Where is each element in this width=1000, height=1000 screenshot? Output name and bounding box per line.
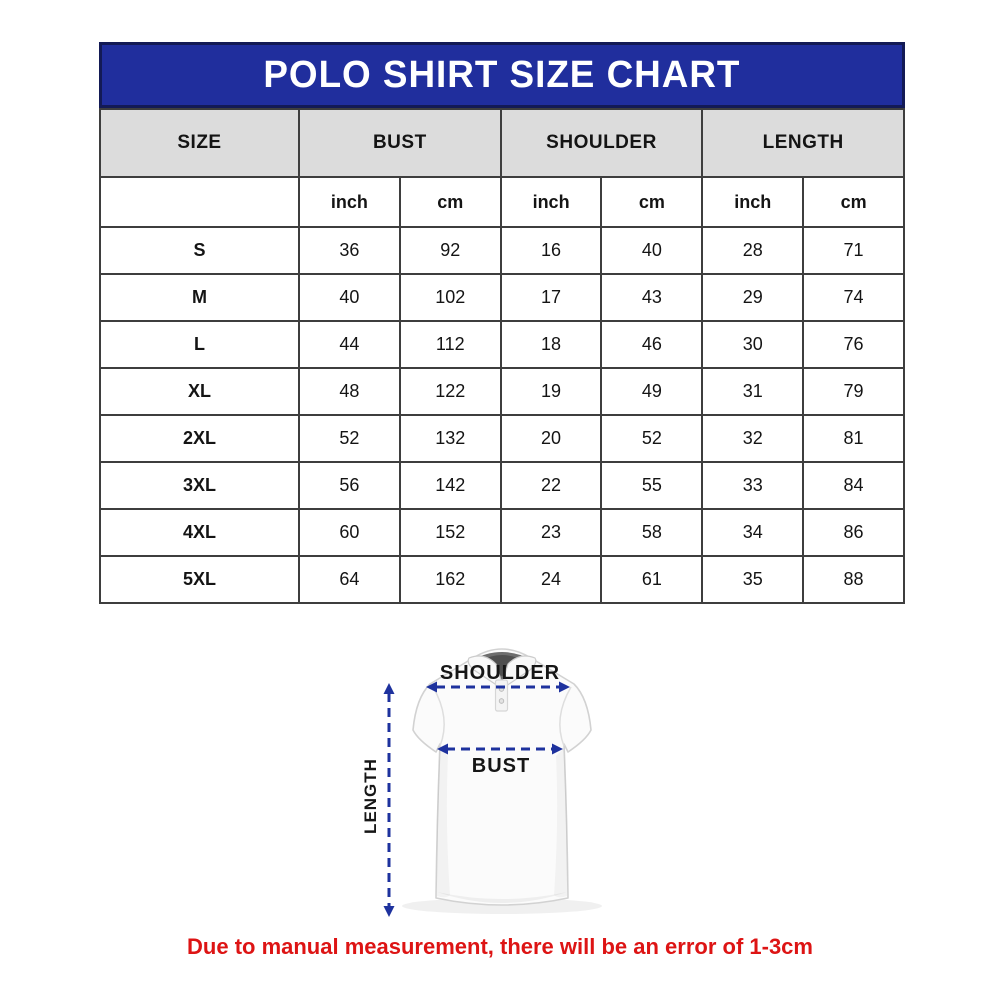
size-table-row [100, 509, 904, 556]
measurement-value-cell: 61 [601, 556, 702, 603]
measurement-value-cell: 162 [400, 556, 501, 603]
size-label-cell: S [100, 227, 299, 274]
size-table-row [100, 368, 904, 415]
measurement-value-cell: 28 [702, 227, 803, 274]
size-table-row [100, 556, 904, 603]
measurement-value-cell: 76 [803, 321, 904, 368]
measurement-value-cell: 35 [702, 556, 803, 603]
measurement-value-cell: 33 [702, 462, 803, 509]
unit-header-length-inch: inch [702, 177, 803, 227]
size-label-cell: 5XL [100, 556, 299, 603]
size-label-cell: M [100, 274, 299, 321]
measurement-value-cell: 92 [400, 227, 501, 274]
measurement-value-cell: 16 [501, 227, 602, 274]
unit-header-bust-cm: cm [400, 177, 501, 227]
measurement-value-cell: 43 [601, 274, 702, 321]
measurement-value-cell: 81 [803, 415, 904, 462]
category-header-row [100, 109, 904, 177]
column-header-size: SIZE [100, 109, 299, 177]
measurement-value-cell: 79 [803, 368, 904, 415]
size-table-row [100, 274, 904, 321]
placket [496, 680, 508, 711]
measurement-value-cell: 52 [299, 415, 400, 462]
measurement-value-cell: 56 [299, 462, 400, 509]
measurement-value-cell: 142 [400, 462, 501, 509]
length-label: LENGTH [361, 758, 380, 834]
measurement-value-cell: 34 [702, 509, 803, 556]
button-bottom [499, 699, 504, 704]
measurement-value-cell: 30 [702, 321, 803, 368]
polo-shirt-diagram [353, 636, 643, 940]
bust-label: BUST [471, 755, 531, 777]
measurement-value-cell: 102 [400, 274, 501, 321]
measurement-value-cell: 20 [501, 415, 602, 462]
measurement-value-cell: 58 [601, 509, 702, 556]
empty-corner-cell [100, 177, 299, 227]
measurement-value-cell: 48 [299, 368, 400, 415]
measurement-value-cell: 60 [299, 509, 400, 556]
measurement-value-cell: 31 [702, 368, 803, 415]
measurement-value-cell: 74 [803, 274, 904, 321]
unit-header-bust-inch: inch [299, 177, 400, 227]
column-header-length: LENGTH [702, 109, 904, 177]
measurement-value-cell: 132 [400, 415, 501, 462]
page-title: POLO SHIRT SIZE CHART [263, 53, 741, 96]
measurement-value-cell: 84 [803, 462, 904, 509]
measurement-value-cell: 40 [299, 274, 400, 321]
measurement-value-cell: 22 [501, 462, 602, 509]
measurement-value-cell: 36 [299, 227, 400, 274]
size-label-cell: 4XL [100, 509, 299, 556]
measurement-value-cell: 122 [400, 368, 501, 415]
measurement-note: Due to manual measurement, there will be an error of 1-3cm [187, 934, 813, 959]
size-label-cell: L [100, 321, 299, 368]
size-label-cell: XL [100, 368, 299, 415]
measurement-value-cell: 112 [400, 321, 501, 368]
length-arrow [384, 683, 395, 917]
measurement-value-cell: 24 [501, 556, 602, 603]
unit-header-shoulder-inch: inch [501, 177, 602, 227]
measurement-value-cell: 55 [601, 462, 702, 509]
measurement-value-cell: 29 [702, 274, 803, 321]
measurement-value-cell: 40 [601, 227, 702, 274]
measurement-value-cell: 23 [501, 509, 602, 556]
size-label-cell: 3XL [100, 462, 299, 509]
chart-title-banner [99, 42, 905, 108]
measurement-value-cell: 152 [400, 509, 501, 556]
measurement-value-cell: 71 [803, 227, 904, 274]
measurement-value-cell: 19 [501, 368, 602, 415]
measurement-value-cell: 17 [501, 274, 602, 321]
size-table-row [100, 227, 904, 274]
size-table-row [100, 415, 904, 462]
measurement-value-cell: 64 [299, 556, 400, 603]
measurement-value-cell: 49 [601, 368, 702, 415]
column-header-shoulder: SHOULDER [501, 109, 703, 177]
unit-header-length-cm: cm [803, 177, 904, 227]
measurement-value-cell: 88 [803, 556, 904, 603]
unit-header-row [100, 177, 904, 227]
size-table-body [100, 227, 904, 603]
size-label-cell: 2XL [100, 415, 299, 462]
size-table [99, 108, 905, 604]
measurement-value-cell: 52 [601, 415, 702, 462]
size-table-row [100, 462, 904, 509]
measurement-value-cell: 44 [299, 321, 400, 368]
unit-header-shoulder-cm: cm [601, 177, 702, 227]
size-table-row [100, 321, 904, 368]
column-header-bust: BUST [299, 109, 501, 177]
measurement-value-cell: 46 [601, 321, 702, 368]
measurement-value-cell: 32 [702, 415, 803, 462]
shoulder-label: SHOULDER [439, 662, 561, 684]
measurement-value-cell: 86 [803, 509, 904, 556]
measurement-value-cell: 18 [501, 321, 602, 368]
